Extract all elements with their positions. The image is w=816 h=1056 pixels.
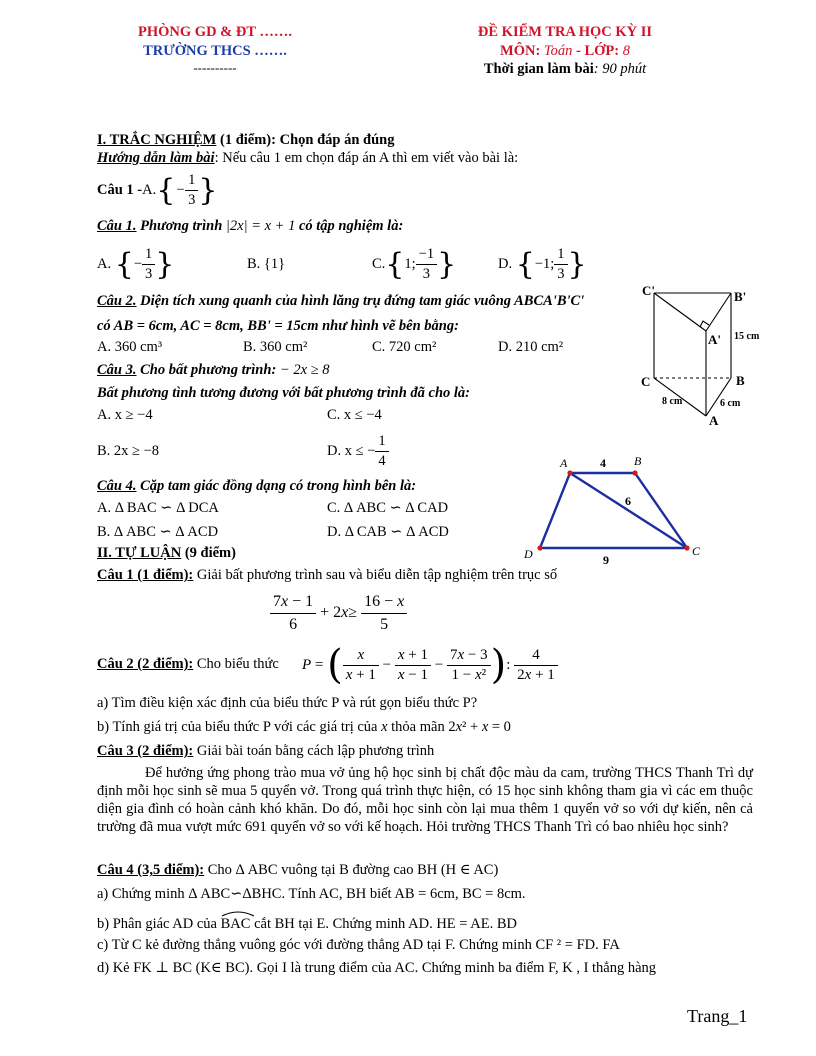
angle-bac-text: BAC <box>220 916 251 932</box>
q1-option-b-set: {1} <box>263 256 286 272</box>
part2-heading: II. TỰ LUẬN <box>97 545 182 561</box>
question-2-line-2: có AB = 6cm, AC = 8cm, BB' = 15cm như hình vẽ bên bằng: <box>97 318 459 334</box>
side-ad <box>540 473 570 548</box>
q3-option-d <box>327 430 389 472</box>
question-2-text: Diện tích xung quanh của hình lăng trụ đứng tam giác vuông ABCA'B'C' <box>136 293 585 309</box>
label-ac-6: 6 <box>625 494 631 508</box>
left-brace-icon: { <box>385 246 405 282</box>
label-6cm: 6 cm <box>720 398 741 409</box>
essay-question-2 <box>97 656 279 673</box>
question-2b-text: b) Tính giá trị của biểu thức P với các giá trị của <box>97 719 382 735</box>
right-angle-mark <box>700 321 709 327</box>
label-c-prime: C' <box>642 283 655 298</box>
exam-title: ĐỀ KIỂM TRA HỌC KỲ II <box>477 24 653 40</box>
label-ab-4: 4 <box>600 456 606 470</box>
angle-bac <box>221 913 251 933</box>
set-element-1: 1; <box>404 255 416 272</box>
q1-option-b-label: B. <box>247 256 261 272</box>
part1-heading: I. TRẮC NGHIỆM <box>97 132 217 148</box>
essay-question-2-label: Câu 2 (2 điểm): <box>97 656 194 672</box>
question-4b <box>97 913 517 933</box>
essay-question-1-text: Giải bất phương trình sau và biểu diễn tập nghiệm trên trục số <box>193 567 558 583</box>
left-paren-icon: ( <box>327 642 343 688</box>
essay-question-3-label: Câu 3 (2 điểm): <box>97 743 194 759</box>
label-a: A <box>709 413 719 428</box>
question-4a: a) Chứng minh Δ ABC∽ΔBHC. Tính AC, BH biết AB = 6cm, BC = 8cm. <box>97 886 526 902</box>
inequality-formula: $\frac{7x - 1}{6}$ + 2 x ≥ $\frac{16 - x}{5}$ <box>270 588 407 638</box>
fraction-one-third: $\frac{1}{3}$ <box>554 245 567 284</box>
grade-prefix: - LỚP: <box>572 43 623 59</box>
set-element-neg1: −1; <box>534 255 555 272</box>
essay-question-4 <box>97 862 498 879</box>
q4-option-c: C. Δ ABC ∽ Δ CAD <box>327 500 449 516</box>
question-1-text-a: Phương trình <box>136 218 226 234</box>
part2-title <box>97 545 236 562</box>
q4-option-d: D. Δ CAB ∽ Δ ACD <box>327 524 449 540</box>
right-brace-icon: } <box>155 246 175 282</box>
question-2-label: Câu 2. <box>97 293 137 309</box>
essay-question-4-text: Cho Δ ABC vuông tại B đường cao BH (H ∈ AC) <box>204 862 499 878</box>
point-d <box>537 545 542 550</box>
question-3-line-2: Bất phương tình tương đương với bất phương trình đã cho là: <box>97 385 471 401</box>
essay-question-3 <box>97 743 434 760</box>
prism-figure <box>636 283 776 433</box>
question-2-line-1 <box>97 293 584 310</box>
fraction-7x-1-over-6: $\frac{7x - 1}{6}$ <box>270 591 316 636</box>
fraction-7x3-over-1-x2: $\frac{7x - 3}{\text{1 − x²}}$ <box>447 646 491 685</box>
q4-option-b: B. Δ ABC ∽ Δ ACD <box>97 524 219 540</box>
q1-option-d-label: D. <box>498 255 513 272</box>
part1-heading-rest: (1 điểm): Chọn đáp án đúng <box>216 132 395 148</box>
hat-icon <box>221 909 255 917</box>
fraction-one-third: $\frac{1}{3}$ <box>142 245 155 284</box>
fraction-one-fourth: $\frac{1}{4}$ <box>375 432 388 471</box>
example-label: Câu 1 - <box>97 181 143 198</box>
right-brace-icon: } <box>198 172 218 208</box>
edge-ba <box>706 378 731 416</box>
fraction-one-third: $\frac{1}{3}$ <box>185 171 198 210</box>
q1-option-b <box>247 256 285 273</box>
essay-question-2-text: Cho biểu thức <box>193 656 279 672</box>
essay-question-1 <box>97 567 557 584</box>
question-4c: c) Từ C kẻ đường thẳng vuông góc với đường thẳng AD tại F. Chứng minh CF ² = FD. FA <box>97 937 620 953</box>
example-option: A. <box>142 181 157 198</box>
q2-option-b: B. 360 cm² <box>243 339 308 355</box>
label-b: B <box>736 373 745 388</box>
edge-c1a1 <box>654 293 706 331</box>
right-brace-icon: } <box>567 246 587 282</box>
subject-line <box>440 43 690 60</box>
question-2b-text2: thỏa mãn <box>387 719 449 735</box>
subject-value: Toán <box>543 43 573 59</box>
grade-value: 8 <box>622 43 630 59</box>
time-line <box>440 61 690 78</box>
fraction-16-x-over-5: $\frac{16 - x}{5}$ <box>361 591 407 636</box>
left-brace-icon: { <box>515 246 535 282</box>
label-d: D <box>524 547 533 561</box>
essay-question-1-label: Câu 1 (1 điểm): <box>97 567 194 583</box>
q2-option-d: D. 210 cm² <box>498 339 564 355</box>
question-2b <box>97 719 511 736</box>
label-a-prime: A' <box>708 332 721 347</box>
question-2b-equation: 2x² + x = 0 <box>448 719 511 735</box>
instructions-label: Hướng dẫn làm bài <box>97 150 215 166</box>
q3-option-b: B. 2x ≥ −8 <box>97 443 160 459</box>
trapezoid-figure <box>518 452 708 572</box>
question-3-label: Câu 3. <box>97 362 137 378</box>
q3-option-d-label: D. x ≤ − <box>327 442 376 459</box>
subject-prefix: MÔN: <box>500 43 544 59</box>
school-name: TRƯỜNG THCS ……. <box>143 43 287 59</box>
point-a <box>567 470 572 475</box>
department-name: PHÒNG GD & ĐT ……. <box>138 24 292 40</box>
expression-p: P = ( $\frac{x}{x + 1}$ − $\frac{x + 1}{x - 1}$ − $\frac{7x - 3}{\text{1 − x²}}$ ) : $\frac{4}{2x + 1}$ <box>302 640 558 690</box>
question-2a: a) Tìm điều kiện xác định của biểu thức P và rút gọn biểu thức P? <box>97 695 478 711</box>
fraction-4-over-2x1: $\frac{4}{2x + 1}$ <box>514 646 558 685</box>
fraction-x-over-x1: $\frac{x}{x + 1}$ <box>343 646 379 685</box>
label-b: B <box>634 454 642 468</box>
side-bc <box>635 473 687 548</box>
fraction-x1-over-x-1: $\frac{x + 1}{x - 1}$ <box>395 646 431 685</box>
q3-option-a: A. x ≥ −4 <box>97 407 153 423</box>
part2-heading-rest: (9 điểm) <box>181 545 236 561</box>
q1-option-a <box>97 242 174 286</box>
question-4-label: Câu 4. <box>97 478 137 494</box>
q3-option-c: C. x ≤ −4 <box>327 407 382 423</box>
time-label: Thời gian làm bài <box>483 61 594 77</box>
question-1-equation: |2x| = x + 1 <box>225 218 296 234</box>
question-4 <box>97 478 416 495</box>
question-2b-var: x <box>381 719 388 735</box>
label-c: C <box>641 374 651 389</box>
point-c <box>684 545 689 550</box>
label-a: A <box>560 456 568 470</box>
question-3-paragraph: Để hưởng ứng phong trào mua vở ủng hộ học sinh bị chất độc màu da cam, trường THCS Thanh Trì dự định mỗi học sinh sẽ mua 5 quyển vở. Trong quá trình thực hiện, có 15 học sinh không tham gia vì các em thuộc diện gia đình có hoàn cảnh khó khăn. Do đó, mỗi học sinh còn lại mua thêm 1 quyển vở so với dự kiến, nên cả trường đã mua vượt mức 691 quyển vở so với kế hoạch. Hỏi trường THCS Thanh Trì có bao nhiêu học sinh? <box>97 765 753 835</box>
q1-option-a-label: A. <box>97 255 112 272</box>
label-b-prime: B' <box>734 289 747 304</box>
left-brace-icon: { <box>114 246 134 282</box>
q2-option-a: A. 360 cm³ <box>97 339 163 355</box>
q1-option-c-label: C. <box>372 255 386 272</box>
page-number: Trang_1 <box>687 1006 748 1026</box>
header-divider: ---------- <box>193 60 237 75</box>
q2-option-c: C. 720 cm² <box>372 339 437 355</box>
example-answer <box>97 170 217 210</box>
question-4b-text-1: b) Phân giác AD của <box>97 916 221 932</box>
q1-option-c <box>372 242 456 286</box>
diagonal-ac <box>570 473 687 548</box>
label-c: C <box>692 544 701 558</box>
label-dc-9: 9 <box>603 553 609 567</box>
question-4-text: Cặp tam giác đồng dạng có trong hình bên là: <box>136 478 417 494</box>
part1-title <box>97 132 394 149</box>
label-8cm: 8 cm <box>662 396 683 407</box>
question-1-label: Câu 1. <box>97 218 137 234</box>
question-4d: d) Kẻ FK ⊥ BC (K∈ BC). Gọi I là trung điểm của AC. Chứng minh ba điểm F, K , I thẳng hàng <box>97 960 657 976</box>
question-4b-text-2: cắt BH tại E. Chứng minh AD. HE = AE. BD <box>250 916 518 932</box>
essay-question-4-label: Câu 4 (3,5 điểm): <box>97 862 205 878</box>
edge-b1a1 <box>706 293 731 331</box>
time-value: : 90 phút <box>593 61 647 77</box>
label-15cm: 15 cm <box>734 331 760 342</box>
question-3-inequality: − 2x ≥ 8 <box>279 362 330 378</box>
right-brace-icon: } <box>437 246 457 282</box>
minus-sign: − <box>133 255 143 272</box>
question-3-text: Cho bất phương trình: <box>136 362 280 378</box>
instructions-text: : Nếu câu 1 em chọn đáp án A thì em viết vào bài là: <box>214 150 519 166</box>
minus-sign: − <box>175 181 186 198</box>
question-3-line-1 <box>97 362 329 379</box>
q4-option-a: A. Δ BAC ∽ Δ DCA <box>97 500 219 516</box>
question-1-text-b: có tập nghiệm là: <box>295 218 404 234</box>
point-b <box>632 470 637 475</box>
right-paren-icon: ) <box>490 642 507 688</box>
instructions <box>97 150 518 167</box>
q1-option-d <box>498 242 587 286</box>
essay-question-3-text: Giải bài toán bằng cách lập phương trình <box>193 743 435 759</box>
question-1 <box>97 218 403 235</box>
left-brace-icon: { <box>156 172 176 208</box>
fraction-neg-one-third: $\frac{-1}{3}$ <box>416 245 437 284</box>
